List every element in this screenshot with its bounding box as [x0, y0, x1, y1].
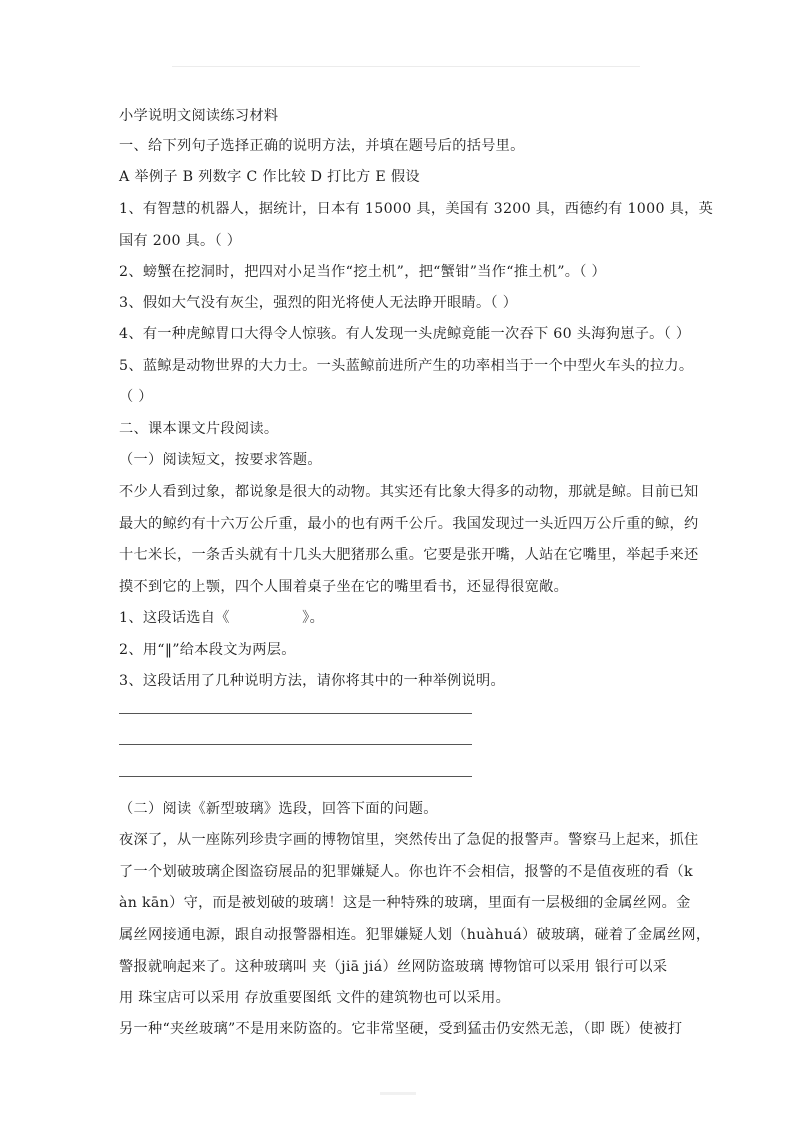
- header-rule: [172, 66, 640, 67]
- section-1-question-1: 1、这段话选自《 》。: [119, 610, 325, 626]
- question-5-line-1: 5、蓝鲸是动物世界的大力士。一头蓝鲸前进所产生的功率相当于一个中型火车头的拉力。: [119, 358, 694, 374]
- question-3: 3、假如大气没有灰尘，强烈的阳光将使人无法睁开眼睛。（ ）: [119, 295, 518, 311]
- passage-3-line-1: 另一种“夹丝玻璃”不是用来防盗的。它非常坚硬，受到猛击仍安然无恙，（即 既）使被打: [119, 1021, 683, 1037]
- footer-mark: [380, 1092, 416, 1095]
- passage-1-line: 最大的鲸约有十六万公斤重，最小的也有两千公斤。我国发现过一头近四万公斤重的鲸，约: [119, 516, 699, 532]
- document-title: 小学说明文阅读练习材料: [119, 108, 279, 124]
- passage-2-line: 属丝网接通电源，跟自动报警器相连。犯罪嫌疑人划（huàhuá）破玻璃，碰着了金属丝网，: [119, 927, 711, 943]
- passage-2-line: 了一个划破玻璃企图盗窃展品的犯罪嫌疑人。你也许不会相信，报警的不是值夜班的看（k: [119, 864, 693, 880]
- passage-1-line: 不少人看到过象，都说象是很大的动物。其实还有比象大得多的动物，那就是鲸。目前已知: [119, 484, 699, 500]
- part2-heading: 二、课本课文片段阅读。: [119, 421, 279, 437]
- passage-1-line: 摸不到它的上颚，四个人围着桌子坐在它的嘴里看书，还显得很宽敞。: [119, 579, 569, 595]
- method-options: A 举例子 B 列数字 C 作比较 D 打比方 E 假设: [119, 169, 420, 185]
- passage-1-line: 十七米长，一条舌头就有十几头大肥猪那么重。它要是张开嘴，人站在它嘴里，举起手来还: [119, 547, 699, 563]
- passage-2-line: 用 珠宝店可以采用 存放重要图纸 文件的建筑物也可以采用。: [119, 990, 511, 1006]
- part1-heading: 一、给下列句子选择正确的说明方法，并填在题号后的括号里。: [119, 138, 525, 154]
- answer-line[interactable]: [119, 744, 472, 745]
- passage-2-line: àn kān）守，而是被划破的玻璃！这是一种特殊的玻璃，里面有一层极细的金属丝网。金: [119, 895, 691, 911]
- passage-2-line: 警报就响起来了。这种玻璃叫 夹（jiā jiá）丝网防盗玻璃 博物馆可以采用 银行可以采: [119, 959, 668, 975]
- section-1-heading: （一）阅读短文，按要求答题。: [119, 452, 322, 468]
- question-1-line-1: 1、有智慧的机器人，据统计，日本有 15000 具，美国有 3200 具，西德约有 1000 具，英: [119, 201, 714, 217]
- question-4: 4、有一种虎鲸胃口大得令人惊骇。有人发现一头虎鲸竟能一次吞下 60 头海狗崽子。（ ）: [119, 326, 691, 342]
- question-2: 2、螃蟹在挖洞时，把四对小足当作“挖土机”，把“蟹钳”当作“推土机”。（ ）: [119, 264, 606, 280]
- question-1-line-2: 国有 200 具。（ ）: [119, 233, 242, 249]
- section-1-question-3: 3、这段话用了几种说明方法，请你将其中的一种举例说明。: [119, 673, 506, 689]
- answer-line[interactable]: [119, 713, 472, 714]
- section-1-question-2: 2、用“‖”给本段文为两层。: [119, 642, 296, 658]
- question-5-line-2: （ ）: [119, 389, 153, 405]
- passage-2-line: 夜深了，从一座陈列珍贵字画的博物馆里，突然传出了急促的报警声。警察马上起来，抓住: [119, 832, 699, 848]
- section-2-heading: （二）阅读《新型玻璃》选段，回答下面的问题。: [119, 801, 438, 817]
- answer-line[interactable]: [119, 776, 472, 777]
